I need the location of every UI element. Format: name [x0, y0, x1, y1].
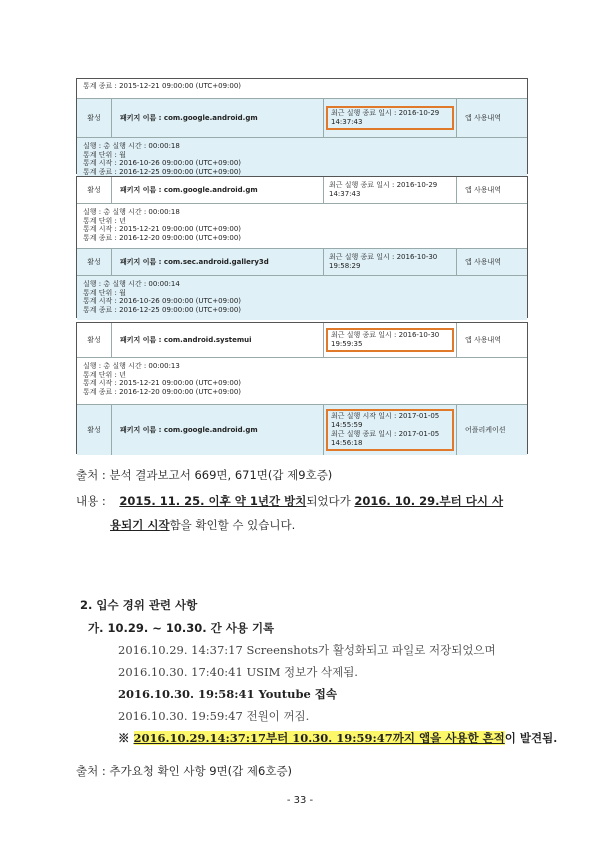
stat-line: 통계 시작 : 2016-10-26 09:00:00 (UTC+09:00) — [83, 159, 242, 167]
app-row — [77, 177, 527, 204]
content-emphasis: 2016. 10. 29.부터 다시 사 — [354, 494, 504, 508]
status-cell: 활성 — [77, 177, 112, 203]
status-cell: 활성 — [77, 249, 112, 275]
content-paragraph — [76, 493, 503, 509]
screenshot-usage-1 — [76, 78, 528, 174]
app-row — [77, 249, 527, 276]
content-emphasis: 2015. 11. 25. 이후 약 1년간 방치 — [119, 494, 307, 508]
usage-cell: 앱 사용내역 — [465, 114, 502, 122]
log-entry: 2016.10.30. 17:40:41 USIM 정보가 삭제됨. — [118, 665, 358, 679]
highlight-box — [326, 106, 454, 130]
content-text: 함을 확인할 수 있습니다. — [169, 518, 296, 532]
last-run-time: 14:37:43 — [331, 118, 363, 126]
last-run-time: 14:56:18 — [331, 439, 363, 447]
content-emphasis: 용되기 시작 — [110, 518, 170, 532]
status-cell: 활성 — [77, 99, 112, 137]
stat-line: 실행 : 총 실행 시간 : 00:00:14 — [83, 280, 180, 288]
usage-cell: 앱 사용내역 — [465, 186, 502, 194]
stat-line: 통계 시작 : 2016-10-26 09:00:00 (UTC+09:00) — [83, 297, 242, 305]
status-cell: 활성 — [77, 323, 112, 357]
last-run-label: 최근 실행 종료 일시 : 2016-10-30 — [329, 253, 438, 261]
last-run-label: 최근 실행 종료 일시 : 2017-01-05 — [331, 430, 440, 438]
log-entry: 2016.10.30. 19:59:47 전원이 꺼짐. — [118, 709, 310, 723]
start-run-time: 14:55:59 — [331, 421, 363, 429]
content-text: 되었다가 — [306, 494, 355, 508]
stat-text: 통계 종료 : 2015-12-21 09:00:00 (UTC+09:00) — [83, 82, 242, 90]
usage-cell: 어플리케이션 — [465, 426, 506, 434]
stat-line: 통계 단위 : 월 — [83, 288, 126, 297]
content-label: 내용 : — [76, 494, 106, 508]
stat-line: 실행 : 총 실행 시간 : 00:00:18 — [83, 142, 180, 150]
last-run-label: 최근 실행 종료 일시 : 2016-10-29 — [329, 181, 438, 189]
note-line — [118, 730, 557, 746]
last-run-label: 최근 실행 종료 일시 : 2016-10-29 — [331, 109, 440, 117]
stats-block — [77, 358, 527, 405]
app-row — [77, 405, 527, 455]
last-run-cell — [324, 99, 457, 137]
note-highlight: 2016.10.29.14:37:17부터 10.30. 19:59:47까지 앱을 사용한 흔적 — [133, 731, 505, 745]
sub-title: 가. 10.29. ~ 10.30. 간 사용 기록 — [88, 621, 275, 635]
note-text: 이 발견됨. — [504, 731, 558, 745]
last-run-cell — [324, 177, 457, 203]
stat-line: 통계 단위 : 년 — [83, 370, 126, 379]
stat-line: 통계 단위 : 월 — [83, 150, 126, 159]
package-name: 패키지 이름 : com.google.android.gm — [120, 186, 258, 194]
package-name: 패키지 이름 : com.android.systemui — [120, 336, 252, 344]
highlight-box — [326, 328, 454, 352]
last-run-cell — [324, 323, 457, 357]
usage-cell: 앱 사용내역 — [465, 258, 502, 266]
package-cell — [112, 323, 324, 357]
source-note-1: 출처 : 분석 결과보고서 669면, 671면(갑 제9호증) — [76, 468, 333, 482]
section-title: 2. 입수 경위 관련 사항 — [80, 598, 198, 612]
package-cell — [112, 99, 324, 137]
stat-line: 실행 : 총 실행 시간 : 00:00:13 — [83, 362, 180, 370]
last-run-time: 14:37:43 — [329, 190, 361, 198]
package-cell — [112, 249, 324, 275]
package-cell — [112, 405, 324, 455]
stat-line: 실행 : 총 실행 시간 : 00:00:18 — [83, 208, 180, 216]
start-run-label: 최근 실행 시작 일시 : 2017-01-05 — [331, 412, 440, 420]
stat-line: 통계 종료 : 2016-12-20 09:00:00 (UTC+09:00) — [83, 233, 242, 242]
note-mark: ※ — [118, 731, 134, 745]
log-entry: 2016.10.29. 14:37:17 Screenshots가 활성화되고 파일로 저장되었으며 — [118, 643, 496, 657]
app-row — [77, 323, 527, 358]
status-cell: 활성 — [77, 405, 112, 455]
last-run-time: 19:59:35 — [331, 340, 363, 348]
last-run-label: 최근 실행 종료 일시 : 2016-10-30 — [331, 331, 440, 339]
package-cell — [112, 177, 324, 203]
stats-block — [77, 204, 527, 249]
last-run-time: 19:58:29 — [329, 262, 361, 270]
source-note-2: 출처 : 추가요청 확인 사항 9면(갑 제6호증) — [76, 764, 293, 778]
package-name: 패키지 이름 : com.google.android.gm — [120, 114, 258, 122]
run-times-cell — [324, 405, 457, 455]
highlight-box — [326, 409, 454, 451]
stat-line: 통계 시작 : 2015-12-21 09:00:00 (UTC+09:00) — [83, 379, 242, 387]
stat-top-line — [77, 79, 527, 98]
log-entry: 2016.10.30. 19:58:41 Youtube 접속 — [118, 687, 338, 701]
stat-line: 통계 종료 : 2016-12-25 09:00:00 (UTC+09:00) — [83, 305, 242, 314]
stat-line: 통계 시작 : 2015-12-21 09:00:00 (UTC+09:00) — [83, 225, 242, 233]
page-number: - 33 - — [286, 795, 314, 806]
stat-line: 통계 종료 : 2016-12-20 09:00:00 (UTC+09:00) — [83, 387, 242, 396]
content-paragraph-cont — [110, 517, 295, 533]
stat-line: 통계 단위 : 년 — [83, 216, 126, 225]
usage-cell: 앱 사용내역 — [465, 336, 502, 344]
package-name: 패키지 이름 : com.google.android.gm — [120, 426, 258, 434]
screenshot-usage-3 — [76, 322, 528, 454]
package-name: 패키지 이름 : com.sec.android.gallery3d — [120, 258, 269, 266]
last-run-cell — [324, 249, 457, 275]
app-row — [77, 98, 527, 138]
stats-block — [77, 276, 527, 320]
screenshot-usage-2 — [76, 176, 528, 318]
stat-line: 통계 종료 : 2016-12-25 09:00:00 (UTC+09:00) — [83, 167, 242, 176]
